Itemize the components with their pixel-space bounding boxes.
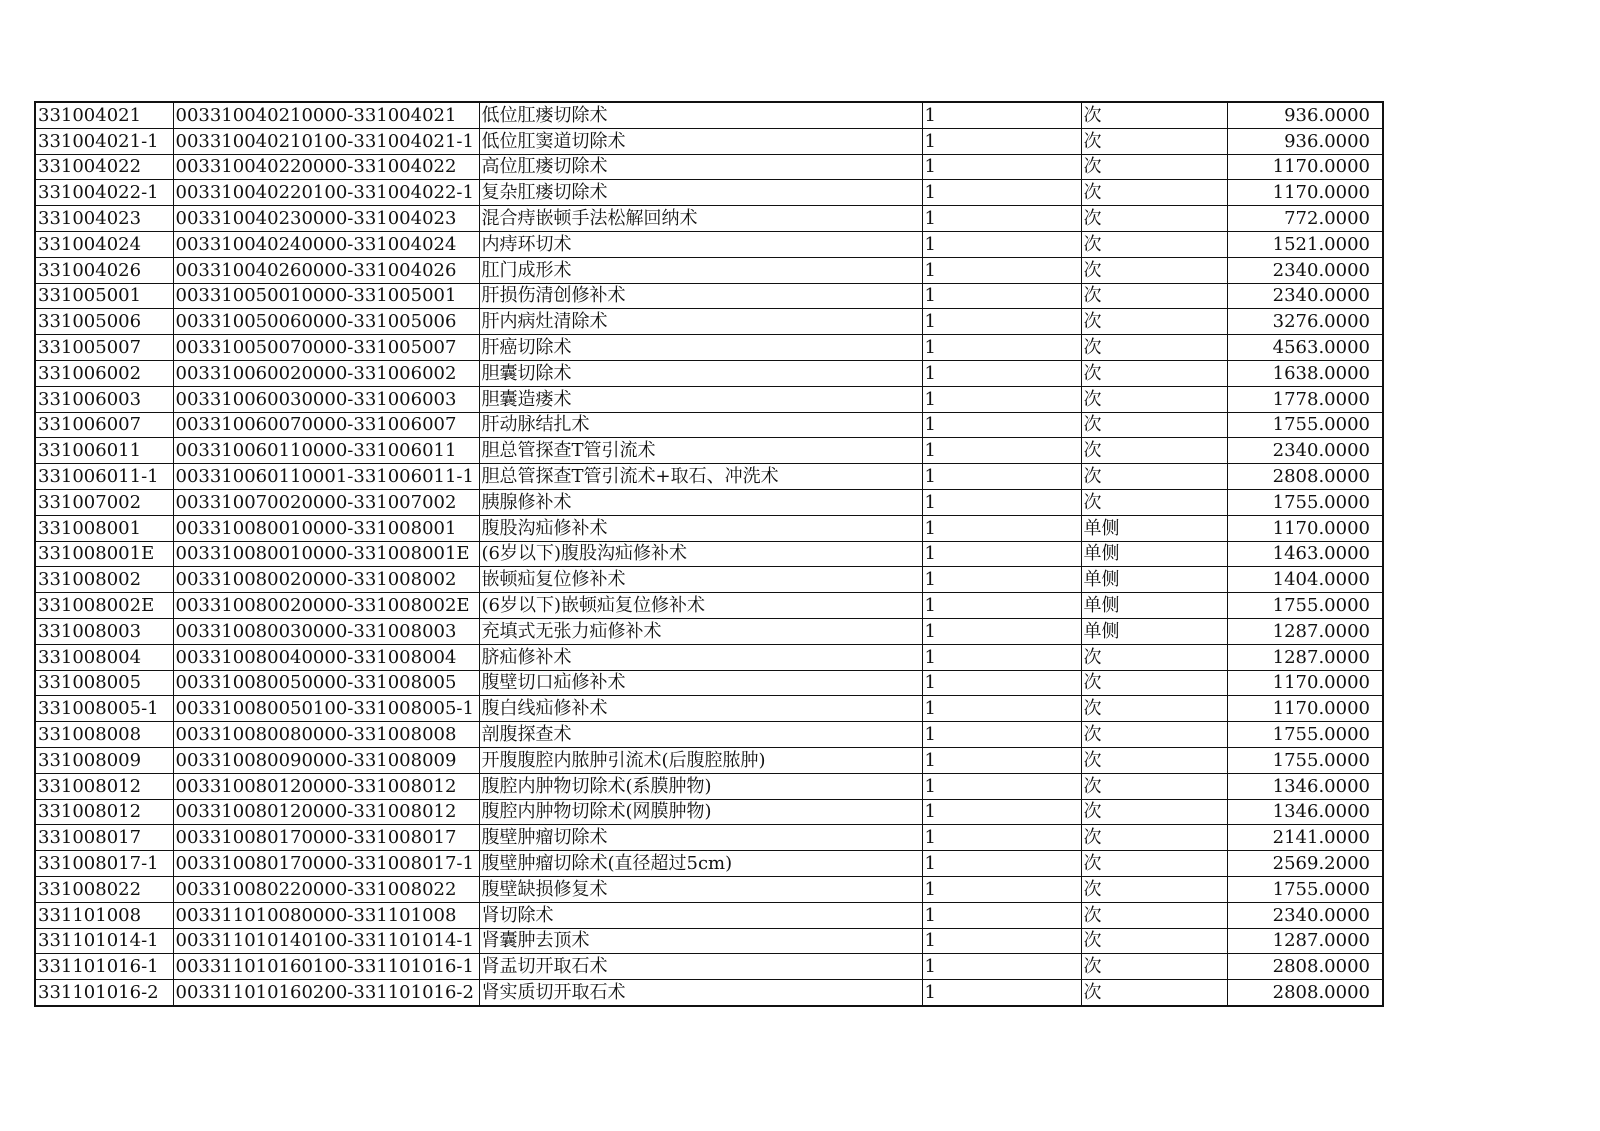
item-name-cell: 腹壁缺损修复术	[479, 876, 922, 902]
price-cell: 1755.0000	[1227, 412, 1383, 438]
price-cell: 2808.0000	[1227, 464, 1383, 490]
unit-cell: 次	[1081, 696, 1227, 722]
item-name-cell: 胰腺修补术	[479, 489, 922, 515]
item-name-cell: 脐疝修补术	[479, 644, 922, 670]
table-row	[35, 567, 1383, 593]
table-row	[35, 154, 1383, 180]
full-code-cell: 003310040230000-331004023	[173, 206, 479, 232]
unit-cell: 次	[1081, 928, 1227, 954]
item-name-cell: 腹壁肿瘤切除术	[479, 825, 922, 851]
unit-cell: 单侧	[1081, 618, 1227, 644]
item-name-cell: 嵌顿疝复位修补术	[479, 567, 922, 593]
item-code-cell: 331008008	[35, 722, 173, 748]
unit-cell: 次	[1081, 464, 1227, 490]
table-row	[35, 618, 1383, 644]
quantity-cell: 1	[922, 335, 1081, 361]
price-cell: 1755.0000	[1227, 489, 1383, 515]
unit-cell: 次	[1081, 954, 1227, 980]
item-code-cell: 331006002	[35, 360, 173, 386]
full-code-cell: 003310060070000-331006007	[173, 412, 479, 438]
item-name-cell: 胆总管探查T管引流术+取石、冲洗术	[479, 464, 922, 490]
price-cell: 1755.0000	[1227, 722, 1383, 748]
table-row	[35, 825, 1383, 851]
table-row	[35, 386, 1383, 412]
quantity-cell: 1	[922, 360, 1081, 386]
item-code-cell: 331008022	[35, 876, 173, 902]
item-name-cell: 胆囊造瘘术	[479, 386, 922, 412]
unit-cell: 次	[1081, 773, 1227, 799]
unit-cell: 次	[1081, 851, 1227, 877]
table-row	[35, 309, 1383, 335]
full-code-cell: 003310080020000-331008002E	[173, 593, 479, 619]
quantity-cell: 1	[922, 257, 1081, 283]
full-code-cell: 003310060030000-331006003	[173, 386, 479, 412]
quantity-cell: 1	[922, 902, 1081, 928]
quantity-cell: 1	[922, 309, 1081, 335]
quantity-cell: 1	[922, 464, 1081, 490]
unit-cell: 次	[1081, 360, 1227, 386]
unit-cell: 次	[1081, 386, 1227, 412]
item-name-cell: 复杂肛瘘切除术	[479, 180, 922, 206]
unit-cell: 单侧	[1081, 567, 1227, 593]
item-code-cell: 331008017	[35, 825, 173, 851]
table-row	[35, 257, 1383, 283]
item-name-cell: (6岁以下)嵌顿疝复位修补术	[479, 593, 922, 619]
price-cell: 1638.0000	[1227, 360, 1383, 386]
item-code-cell: 331008005	[35, 670, 173, 696]
quantity-cell: 1	[922, 670, 1081, 696]
quantity-cell: 1	[922, 515, 1081, 541]
full-code-cell: 003310040240000-331004024	[173, 231, 479, 257]
full-code-cell: 003310040220000-331004022	[173, 154, 479, 180]
item-code-cell: 331101016-1	[35, 954, 173, 980]
item-name-cell: 腹壁肿瘤切除术(直径超过5cm)	[479, 851, 922, 877]
item-code-cell: 331008001E	[35, 541, 173, 567]
full-code-cell: 003311010160100-331101016-1	[173, 954, 479, 980]
unit-cell: 次	[1081, 154, 1227, 180]
item-name-cell: 腹腔内肿物切除术(网膜肿物)	[479, 799, 922, 825]
unit-cell: 次	[1081, 489, 1227, 515]
item-code-cell: 331004026	[35, 257, 173, 283]
full-code-cell: 003310040210000-331004021	[173, 102, 479, 128]
price-cell: 2340.0000	[1227, 283, 1383, 309]
unit-cell: 次	[1081, 257, 1227, 283]
unit-cell: 次	[1081, 670, 1227, 696]
price-cell: 1778.0000	[1227, 386, 1383, 412]
item-code-cell: 331008003	[35, 618, 173, 644]
price-cell: 936.0000	[1227, 102, 1383, 128]
table-row	[35, 902, 1383, 928]
item-name-cell: 肾囊肿去顶术	[479, 928, 922, 954]
table-row	[35, 876, 1383, 902]
item-name-cell: 肝内病灶清除术	[479, 309, 922, 335]
table-row	[35, 489, 1383, 515]
unit-cell: 次	[1081, 876, 1227, 902]
item-code-cell: 331101008	[35, 902, 173, 928]
quantity-cell: 1	[922, 980, 1081, 1006]
item-name-cell: 剖腹探查术	[479, 722, 922, 748]
table-row	[35, 696, 1383, 722]
item-code-cell: 331008002	[35, 567, 173, 593]
unit-cell: 次	[1081, 722, 1227, 748]
item-code-cell: 331005006	[35, 309, 173, 335]
quantity-cell: 1	[922, 283, 1081, 309]
item-name-cell: 内痔环切术	[479, 231, 922, 257]
item-code-cell: 331008005-1	[35, 696, 173, 722]
price-cell: 1287.0000	[1227, 644, 1383, 670]
full-code-cell: 003310050070000-331005007	[173, 335, 479, 361]
quantity-cell: 1	[922, 102, 1081, 128]
price-cell: 1755.0000	[1227, 876, 1383, 902]
table-row	[35, 438, 1383, 464]
item-name-cell: 肾盂切开取石术	[479, 954, 922, 980]
item-code-cell: 331007002	[35, 489, 173, 515]
unit-cell: 次	[1081, 231, 1227, 257]
table-row	[35, 360, 1383, 386]
table-row	[35, 515, 1383, 541]
quantity-cell: 1	[922, 231, 1081, 257]
quantity-cell: 1	[922, 206, 1081, 232]
item-name-cell: 充填式无张力疝修补术	[479, 618, 922, 644]
item-name-cell: 肾实质切开取石术	[479, 980, 922, 1006]
unit-cell: 次	[1081, 644, 1227, 670]
table-row	[35, 206, 1383, 232]
table-row	[35, 928, 1383, 954]
item-name-cell: 高位肛瘘切除术	[479, 154, 922, 180]
quantity-cell: 1	[922, 722, 1081, 748]
table-row	[35, 412, 1383, 438]
table-row	[35, 102, 1383, 128]
full-code-cell: 003310080020000-331008002	[173, 567, 479, 593]
quantity-cell: 1	[922, 644, 1081, 670]
unit-cell: 次	[1081, 335, 1227, 361]
item-name-cell: 肝动脉结扎术	[479, 412, 922, 438]
full-code-cell: 003310080170000-331008017	[173, 825, 479, 851]
item-code-cell: 331006007	[35, 412, 173, 438]
unit-cell: 次	[1081, 283, 1227, 309]
full-code-cell: 003310050060000-331005006	[173, 309, 479, 335]
item-code-cell: 331006011-1	[35, 464, 173, 490]
full-code-cell: 003310080080000-331008008	[173, 722, 479, 748]
table-row	[35, 670, 1383, 696]
item-name-cell: 低位肛窦道切除术	[479, 128, 922, 154]
item-code-cell: 331008012	[35, 799, 173, 825]
table-row	[35, 747, 1383, 773]
item-name-cell: 腹白线疝修补术	[479, 696, 922, 722]
unit-cell: 次	[1081, 825, 1227, 851]
item-code-cell: 331008009	[35, 747, 173, 773]
quantity-cell: 1	[922, 825, 1081, 851]
table-row	[35, 644, 1383, 670]
full-code-cell: 003310070020000-331007002	[173, 489, 479, 515]
price-cell: 1170.0000	[1227, 515, 1383, 541]
full-code-cell: 003310080040000-331008004	[173, 644, 479, 670]
quantity-cell: 1	[922, 799, 1081, 825]
quantity-cell: 1	[922, 851, 1081, 877]
quantity-cell: 1	[922, 438, 1081, 464]
price-cell: 3276.0000	[1227, 309, 1383, 335]
unit-cell: 次	[1081, 128, 1227, 154]
item-name-cell: 肝癌切除术	[479, 335, 922, 361]
table-row	[35, 180, 1383, 206]
full-code-cell: 003310040210100-331004021-1	[173, 128, 479, 154]
unit-cell: 次	[1081, 412, 1227, 438]
price-cell: 1404.0000	[1227, 567, 1383, 593]
quantity-cell: 1	[922, 773, 1081, 799]
unit-cell: 次	[1081, 799, 1227, 825]
full-code-cell: 003310040220100-331004022-1	[173, 180, 479, 206]
unit-cell: 次	[1081, 102, 1227, 128]
price-cell: 2808.0000	[1227, 980, 1383, 1006]
full-code-cell: 003310080220000-331008022	[173, 876, 479, 902]
full-code-cell: 003310080010000-331008001	[173, 515, 479, 541]
price-cell: 1463.0000	[1227, 541, 1383, 567]
full-code-cell: 003310080030000-331008003	[173, 618, 479, 644]
quantity-cell: 1	[922, 618, 1081, 644]
item-name-cell: 腹股沟疝修补术	[479, 515, 922, 541]
quantity-cell: 1	[922, 128, 1081, 154]
item-code-cell: 331008002E	[35, 593, 173, 619]
unit-cell: 次	[1081, 902, 1227, 928]
item-name-cell: (6岁以下)腹股沟疝修补术	[479, 541, 922, 567]
price-cell: 1755.0000	[1227, 593, 1383, 619]
price-cell: 2340.0000	[1227, 257, 1383, 283]
price-cell: 2569.2000	[1227, 851, 1383, 877]
table-row	[35, 335, 1383, 361]
unit-cell: 单侧	[1081, 593, 1227, 619]
item-name-cell: 腹腔内肿物切除术(系膜肿物)	[479, 773, 922, 799]
unit-cell: 单侧	[1081, 515, 1227, 541]
item-code-cell: 331004024	[35, 231, 173, 257]
full-code-cell: 003311010140100-331101014-1	[173, 928, 479, 954]
table-row	[35, 773, 1383, 799]
quantity-cell: 1	[922, 154, 1081, 180]
item-code-cell: 331005007	[35, 335, 173, 361]
full-code-cell: 003310080050100-331008005-1	[173, 696, 479, 722]
price-cell: 1346.0000	[1227, 773, 1383, 799]
item-code-cell: 331005001	[35, 283, 173, 309]
item-name-cell: 肾切除术	[479, 902, 922, 928]
full-code-cell: 003310080120000-331008012	[173, 799, 479, 825]
item-name-cell: 肝损伤清创修补术	[479, 283, 922, 309]
item-code-cell: 331004022	[35, 154, 173, 180]
quantity-cell: 1	[922, 386, 1081, 412]
table-row	[35, 231, 1383, 257]
price-cell: 772.0000	[1227, 206, 1383, 232]
price-cell: 2340.0000	[1227, 438, 1383, 464]
price-cell: 1170.0000	[1227, 154, 1383, 180]
unit-cell: 次	[1081, 309, 1227, 335]
quantity-cell: 1	[922, 593, 1081, 619]
quantity-cell: 1	[922, 696, 1081, 722]
item-code-cell: 331004021-1	[35, 128, 173, 154]
item-code-cell: 331004023	[35, 206, 173, 232]
table-row	[35, 593, 1383, 619]
price-cell: 1170.0000	[1227, 696, 1383, 722]
quantity-cell: 1	[922, 954, 1081, 980]
full-code-cell: 003310050010000-331005001	[173, 283, 479, 309]
unit-cell: 单侧	[1081, 541, 1227, 567]
item-name-cell: 开腹腹腔内脓肿引流术(后腹腔脓肿)	[479, 747, 922, 773]
item-code-cell: 331101014-1	[35, 928, 173, 954]
item-code-cell: 331004021	[35, 102, 173, 128]
full-code-cell: 003310080090000-331008009	[173, 747, 479, 773]
table-row	[35, 464, 1383, 490]
price-cell: 1287.0000	[1227, 618, 1383, 644]
table-row	[35, 851, 1383, 877]
table-row	[35, 980, 1383, 1006]
price-cell: 1521.0000	[1227, 231, 1383, 257]
unit-cell: 次	[1081, 180, 1227, 206]
unit-cell: 次	[1081, 980, 1227, 1006]
price-cell: 1170.0000	[1227, 670, 1383, 696]
table-row	[35, 541, 1383, 567]
price-cell: 2340.0000	[1227, 902, 1383, 928]
quantity-cell: 1	[922, 541, 1081, 567]
item-code-cell: 331008012	[35, 773, 173, 799]
unit-cell: 次	[1081, 438, 1227, 464]
price-cell: 1346.0000	[1227, 799, 1383, 825]
full-code-cell: 003310060110001-331006011-1	[173, 464, 479, 490]
price-table	[34, 101, 1384, 1007]
item-name-cell: 腹壁切口疝修补术	[479, 670, 922, 696]
full-code-cell: 003310060110000-331006011	[173, 438, 479, 464]
quantity-cell: 1	[922, 412, 1081, 438]
item-name-cell: 肛门成形术	[479, 257, 922, 283]
full-code-cell: 003310080120000-331008012	[173, 773, 479, 799]
item-code-cell: 331004022-1	[35, 180, 173, 206]
table-row	[35, 954, 1383, 980]
quantity-cell: 1	[922, 876, 1081, 902]
item-code-cell: 331006011	[35, 438, 173, 464]
price-cell: 4563.0000	[1227, 335, 1383, 361]
quantity-cell: 1	[922, 928, 1081, 954]
full-code-cell: 003310060020000-331006002	[173, 360, 479, 386]
item-name-cell: 胆囊切除术	[479, 360, 922, 386]
full-code-cell: 003311010080000-331101008	[173, 902, 479, 928]
quantity-cell: 1	[922, 489, 1081, 515]
quantity-cell: 1	[922, 180, 1081, 206]
table-row	[35, 283, 1383, 309]
full-code-cell: 003310080170000-331008017-1	[173, 851, 479, 877]
full-code-cell: 003310080010000-331008001E	[173, 541, 479, 567]
quantity-cell: 1	[922, 567, 1081, 593]
item-name-cell: 低位肛瘘切除术	[479, 102, 922, 128]
item-name-cell: 混合痔嵌顿手法松解回纳术	[479, 206, 922, 232]
price-cell: 2141.0000	[1227, 825, 1383, 851]
price-cell: 2808.0000	[1227, 954, 1383, 980]
full-code-cell: 003310040260000-331004026	[173, 257, 479, 283]
table-row	[35, 128, 1383, 154]
table-row	[35, 722, 1383, 748]
quantity-cell: 1	[922, 747, 1081, 773]
table-row	[35, 799, 1383, 825]
price-cell: 1755.0000	[1227, 747, 1383, 773]
price-cell: 1170.0000	[1227, 180, 1383, 206]
item-code-cell: 331008004	[35, 644, 173, 670]
item-code-cell: 331101016-2	[35, 980, 173, 1006]
price-cell: 1287.0000	[1227, 928, 1383, 954]
full-code-cell: 003311010160200-331101016-2	[173, 980, 479, 1006]
full-code-cell: 003310080050000-331008005	[173, 670, 479, 696]
unit-cell: 次	[1081, 206, 1227, 232]
item-code-cell: 331006003	[35, 386, 173, 412]
price-cell: 936.0000	[1227, 128, 1383, 154]
item-name-cell: 胆总管探查T管引流术	[479, 438, 922, 464]
item-code-cell: 331008017-1	[35, 851, 173, 877]
unit-cell: 次	[1081, 747, 1227, 773]
table-body	[35, 102, 1383, 1006]
item-code-cell: 331008001	[35, 515, 173, 541]
